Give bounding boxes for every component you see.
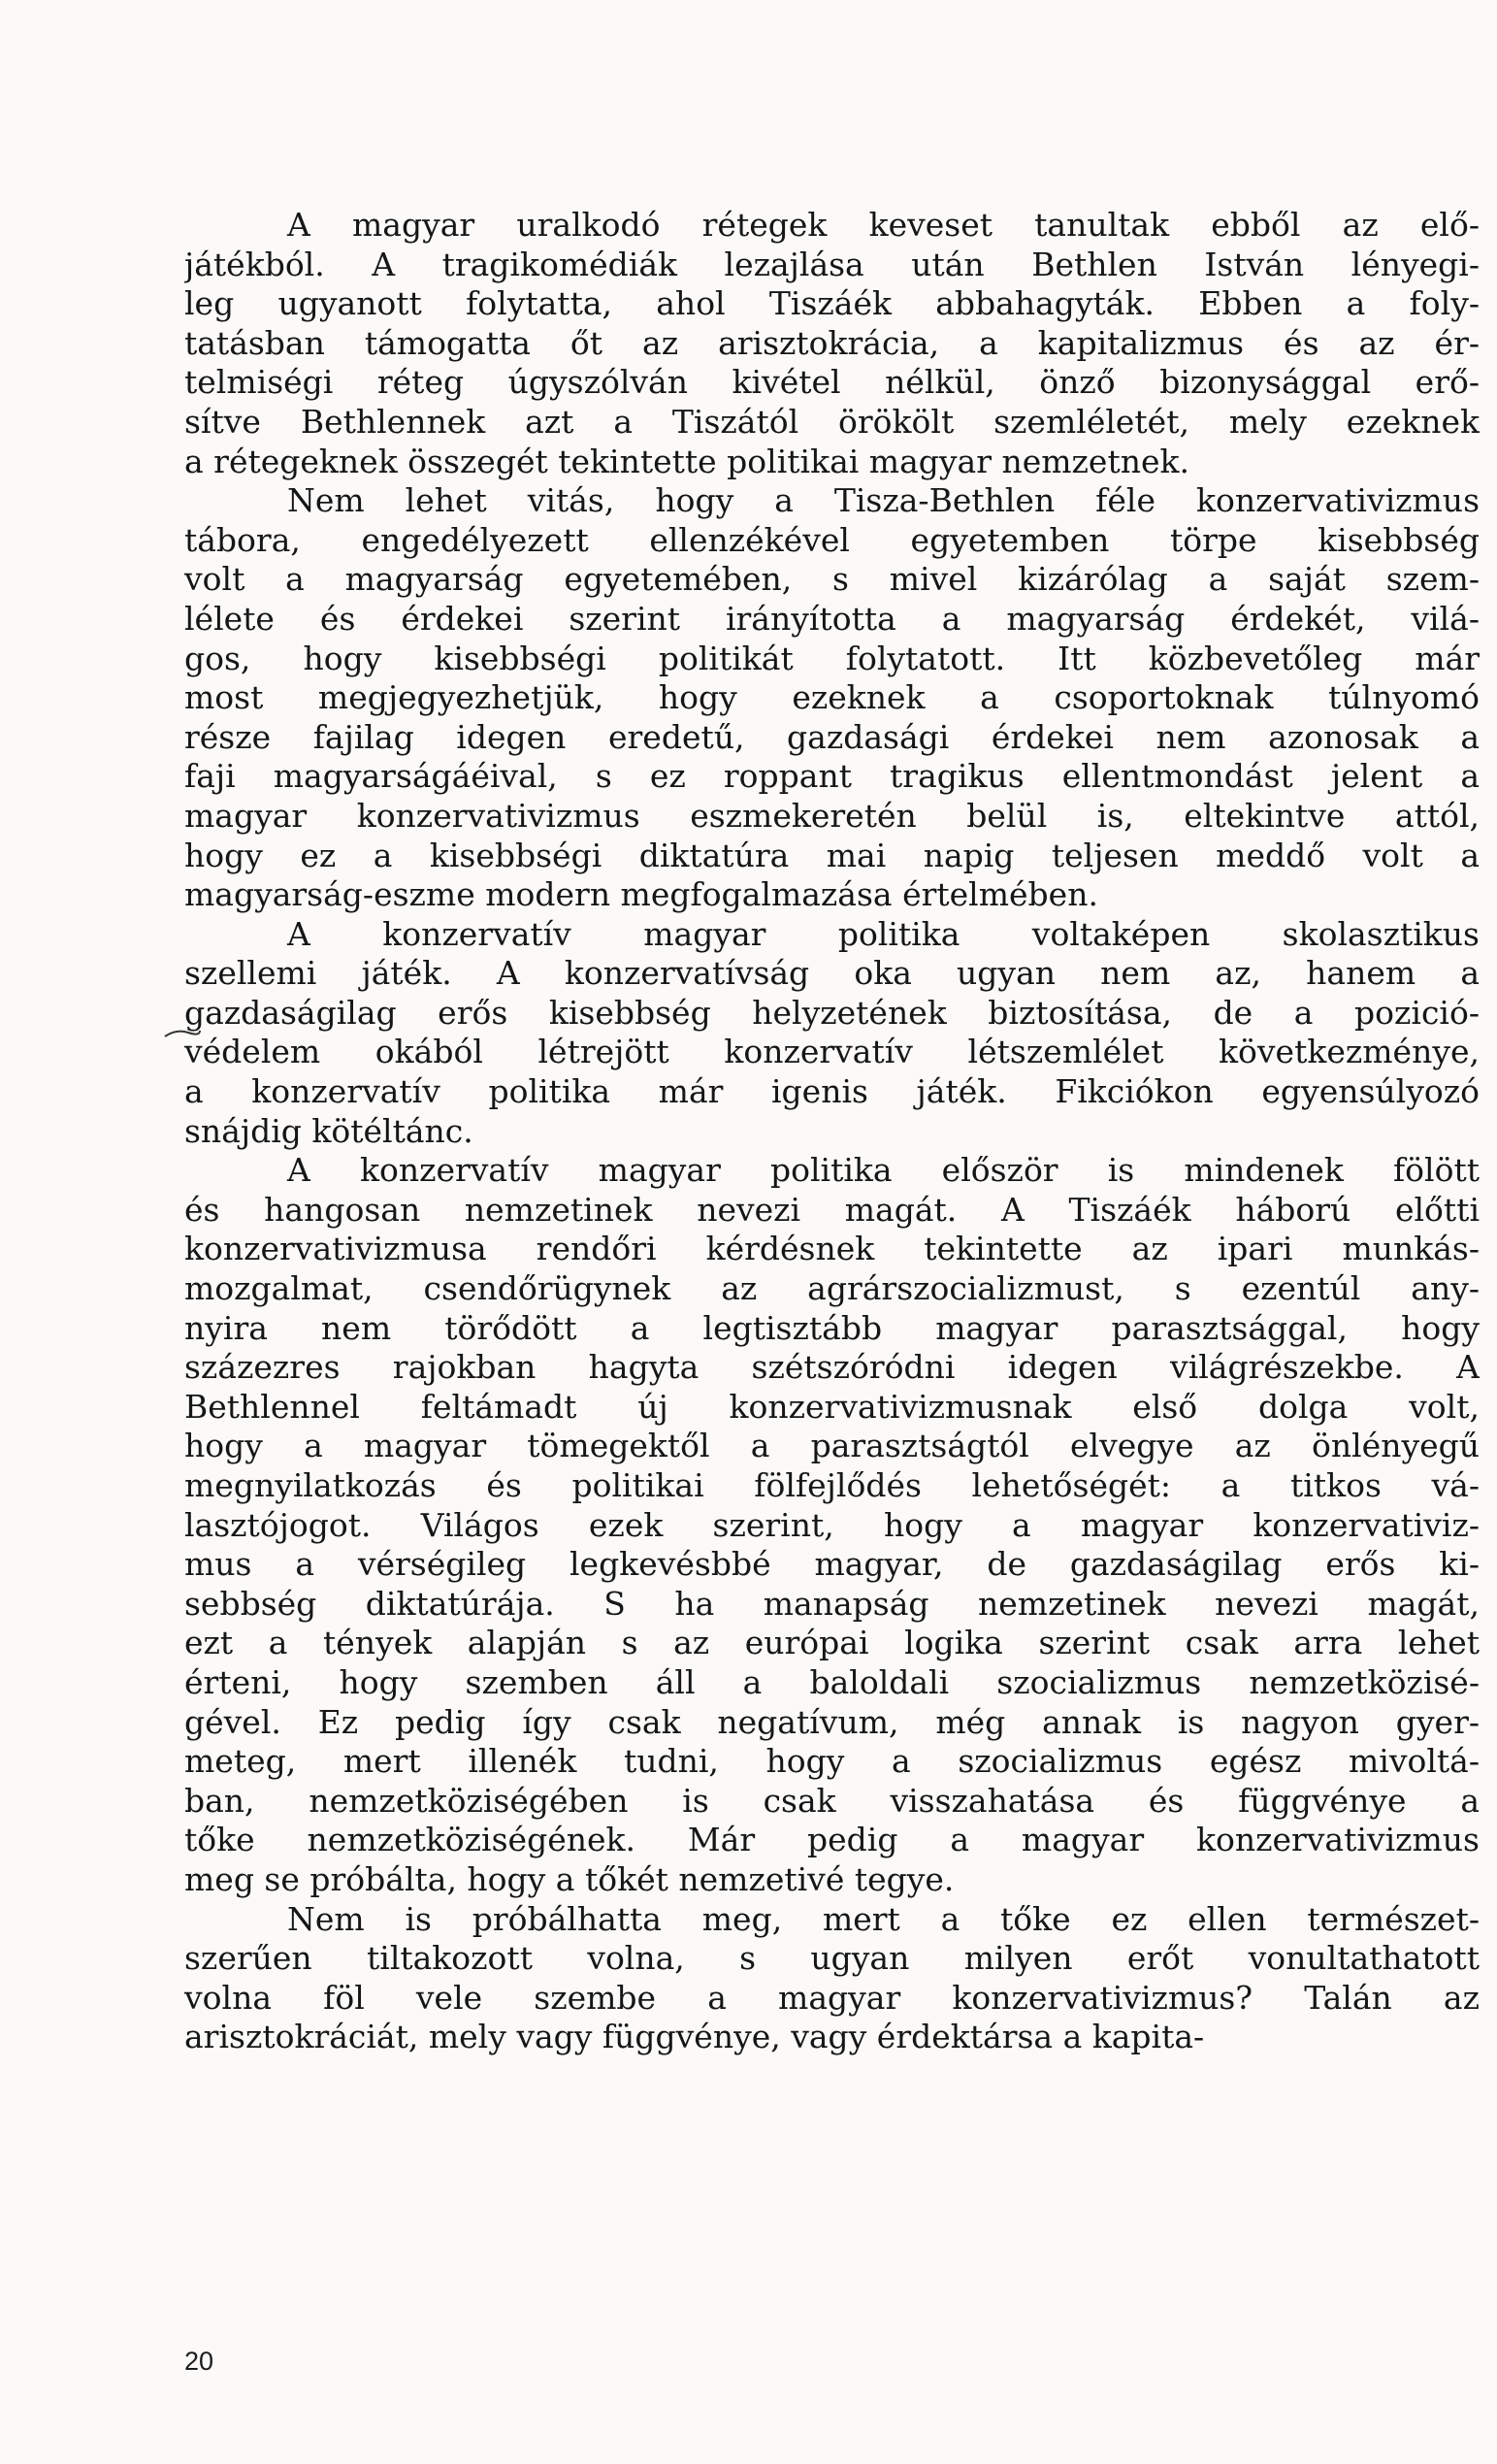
page-number: 20	[184, 2347, 214, 2376]
body-text	[184, 206, 1480, 2057]
text-line: snájdig kötéltánc.	[184, 1111, 473, 1150]
text-line: meteg, mert illenék tudni, hogy a szocializmus egész mivoltá-	[184, 1742, 1480, 1781]
text-line: Bethlennel feltámadt új konzervativizmusnak első dolga volt,	[184, 1387, 1480, 1426]
text-line: megnyilatkozás és politikai fölfejlődés lehetőségét: a titkos vá-	[184, 1466, 1480, 1504]
text-line: érteni, hogy szemben áll a baloldali szocializmus nemzetközisé-	[184, 1662, 1480, 1701]
text-line: faji magyarságáéival, s ez roppant tragikus ellentmondást jelent a	[184, 757, 1480, 796]
text-line: arisztokráciát, mely vagy függvénye, vagy érdektársa a kapita-	[184, 2018, 1205, 2056]
text-line: meg se próbálta, hogy a tőkét nemzetivé tegye.	[184, 1859, 955, 1898]
text-line: védelem okából létrejött konzervatív létszemlélet következménye,	[184, 1033, 1480, 1071]
text-line: szellemi játék. A konzervatívság oka ugyan nem az, hanem a	[184, 954, 1480, 993]
text-line: a rétegeknek összegét tekintette politikai magyar nemzetnek.	[184, 442, 1189, 480]
text-line: most megjegyezhetjük, hogy ezeknek a csoportoknak túlnyomó	[184, 678, 1480, 717]
text-line: A konzervatív magyar politika voltaképen skolasztikus	[287, 914, 1480, 953]
pencil-mark-icon	[163, 1027, 202, 1040]
text-line: része fajilag idegen eredetű, gazdasági érdekei nem azonosak a	[184, 717, 1480, 756]
text-line: és hangosan nemzetinek nevezi magát. A Tiszáék háború előtti	[184, 1190, 1480, 1229]
text-line: százezres rajokban hagyta szétszóródni idegen világrészekbe. A	[184, 1348, 1480, 1387]
text-line: magyar konzervativizmus eszmekeretén belül is, eltekintve attól,	[184, 796, 1480, 835]
text-line: ban, nemzetköziségében is csak visszahatása és függvénye a	[184, 1781, 1480, 1820]
text-line: konzervativizmusa rendőri kérdésnek tekintette az ipari munkás-	[184, 1230, 1480, 1268]
text-line: sítve Bethlennek azt a Tiszától örökölt szemléletét, mely ezeknek	[184, 402, 1480, 441]
text-line: lasztójogot. Világos ezek szerint, hogy a magyar konzervativiz-	[184, 1505, 1480, 1544]
text-line: volt a magyarság egyetemében, s mivel kizárólag a saját szem-	[184, 560, 1480, 599]
text-line: Nem is próbálhatta meg, mert a tőke ez ellen természet-	[287, 1899, 1480, 1938]
text-line: mus a vérségileg legkevésbbé magyar, de gazdaságilag erős ki-	[184, 1545, 1480, 1584]
text-line: ezt a tények alapján s az európai logika szerint csak arra lehet	[184, 1624, 1480, 1662]
text-line: szerűen tiltakozott volna, s ugyan milyen erőt vonultathatott	[184, 1939, 1480, 1978]
text-line: hogy ez a kisebbségi diktatúra mai napig teljesen meddő volt a	[184, 836, 1480, 874]
text-line: volna föl vele szembe a magyar konzervativizmus? Talán az	[184, 1978, 1480, 2017]
text-line: a konzervatív politika már igenis játék. Fikciókon egyensúlyozó	[184, 1072, 1480, 1111]
text-line: Nem lehet vitás, hogy a Tisza-Bethlen féle konzervativizmus	[287, 481, 1480, 520]
text-line: lélete és érdekei szerint irányította a magyarság érdekét, vilá-	[184, 599, 1480, 638]
text-line: hogy a magyar tömegektől a parasztságtól elvegye az önlényegű	[184, 1427, 1480, 1465]
text-line: sebbség diktatúrája. S ha manapság nemzetinek nevezi magát,	[184, 1584, 1480, 1623]
text-line: leg ugyanott folytatta, ahol Tiszáék abbahagyták. Ebben a foly-	[184, 284, 1480, 323]
text-line: játékból. A tragikomédiák lezajlása után Bethlen István lényegi-	[184, 245, 1480, 283]
text-line: A konzervatív magyar politika először is mindenek fölött	[287, 1151, 1480, 1190]
text-line: mozgalmat, csendőrügynek az agrárszocializmust, s ezentúl any-	[184, 1269, 1480, 1308]
text-line: nyira nem törődött a legtisztább magyar parasztsággal, hogy	[184, 1308, 1480, 1347]
text-line: tőke nemzetköziségének. Már pedig a magyar konzervativizmus	[184, 1821, 1480, 1859]
text-line: telmiségi réteg úgyszólván kivétel nélkül, önző bizonysággal erő-	[184, 363, 1480, 402]
text-line: tatásban támogatta őt az arisztokrácia, a kapitalizmus és az ér-	[184, 323, 1480, 362]
text-line: tábora, engedélyezett ellenzékével egyetemben törpe kisebbség	[184, 520, 1480, 559]
text-line: gazdaságilag erős kisebbség helyzetének biztosítása, de a pozició-	[184, 993, 1480, 1032]
text-line: magyarság-eszme modern megfogalmazása értelmében.	[184, 875, 1098, 914]
text-line: gével. Ez pedig így csak negatívum, még annak is nagyon gyer-	[184, 1702, 1480, 1741]
text-line: A magyar uralkodó rétegek keveset tanultak ebből az elő-	[287, 206, 1480, 244]
text-line: gos, hogy kisebbségi politikát folytatott. Itt közbevetőleg már	[184, 639, 1480, 677]
